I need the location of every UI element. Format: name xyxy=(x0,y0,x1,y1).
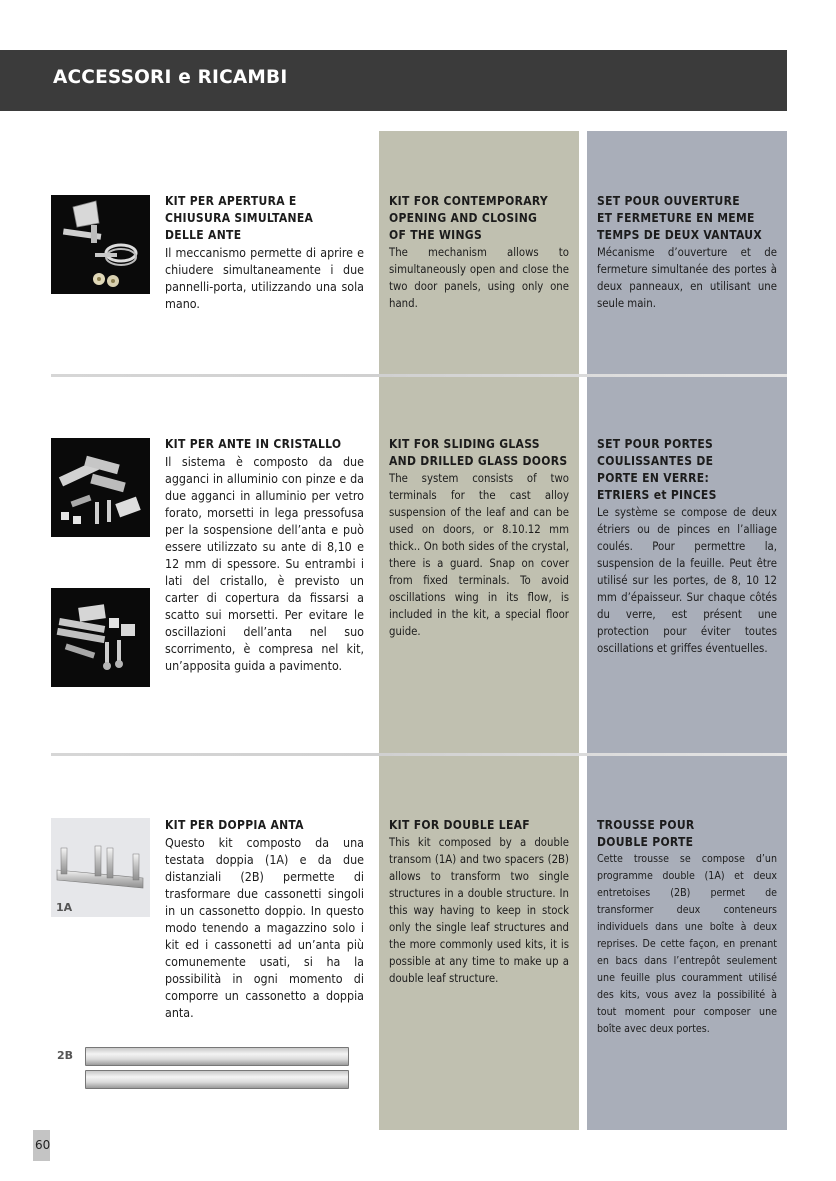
section3-italian xyxy=(165,817,364,1021)
section2-french xyxy=(597,436,777,657)
section3-italian-body: Questo kit composto da una testata doppia (1A) e da due distanziali (2B) permette di trasformare due cassonetti singoli in un cassonetto doppio. In questo modo tenendo a magazzino solo i kit ed i cassonetti ad un’anta più comunemente usati, si ha la possibilità in ogni momento di comporre un cassonetto a doppia anta. xyxy=(165,835,364,1020)
glass-door-clamps-photo xyxy=(51,438,150,537)
section3-french-title: TROUSSE POUR DOUBLE PORTE xyxy=(597,818,695,849)
transom-label: 1A xyxy=(56,901,73,914)
spacer-bar xyxy=(85,1070,349,1089)
section1-french-body: Mécanisme d’ouverture et de fermeture simultanée des portes à deux panneaux, en utilisant une seule main. xyxy=(597,246,777,310)
page-number-tab xyxy=(33,1130,50,1161)
spacer-bar xyxy=(85,1047,349,1066)
page-title: ACCESSORI e RICAMBI xyxy=(53,67,288,88)
section1-italian-body: Il meccanismo permette di aprire e chiudere simultaneamente i due pannelli-porta, utilizzando una sola mano. xyxy=(165,245,364,311)
section1-english-body: The mechanism allows to simultaneously open and close the two door panels, using only one hand. xyxy=(389,246,569,310)
section3-french xyxy=(597,817,777,1038)
section3-english xyxy=(389,817,569,987)
section2-english xyxy=(389,436,569,640)
page-header xyxy=(0,50,787,111)
section3-french-body: Cette trousse se compose d’un programme double (1A) et deux entretoises (2B) permet de transformer deux conteneurs individuels dans une boîte à deux reprises. De cette façon, en prenant en bacs dans l’entrepôt seulement une feuille plus couramment utilisé des kits, vous avez la possibilité à tout moment pour composer une boîte avec deux portes. xyxy=(597,853,777,1035)
sliding-glass-kit-photo xyxy=(51,588,150,687)
section1-english xyxy=(389,193,569,312)
section1-french xyxy=(597,193,777,312)
section1-english-title: KIT FOR CONTEMPORARY OPENING AND CLOSING OF THE WINGS xyxy=(389,194,548,242)
section-divider xyxy=(51,374,787,377)
page-number: 60 xyxy=(35,1138,51,1152)
section2-french-body: Le système se compose de deux étriers ou de pinces en l’alliage coulés. Pour permettre la, suspension de la feuille. Peut être utilisé sur les portes, de 8, 10 12 mm d’épaisseur. Sur chaque côtés du verre, est présent une protection pour éviter toutes oscillations et griffes éventuelles. xyxy=(597,506,777,655)
section-divider xyxy=(51,753,787,756)
section2-italian-body: Il sistema è composto da due agganci in alluminio con pinze e da due agganci in alluminio per vetro forato, morsetti in lega pressofusa per la sospensione dell’anta e può essere utilizzato su ante di 8,10 e 12 mm di spessore. Su entrambi i lati del cristallo, è previsto un carter di copertura da fissarsi a scatto sui morsetti. Per evitare le oscillazioni dell’anta nel suo scorrimento, è compresa nel kit, un’apposita guida a pavimento. xyxy=(165,454,364,673)
section2-french-title: SET POUR PORTES COULISSANTES DE PORTE EN VERRE: ETRIERS et PINCES xyxy=(597,437,717,502)
section2-italian xyxy=(165,436,364,674)
spacers-label: 2B xyxy=(57,1049,74,1062)
section2-english-title: KIT FOR SLIDING GLASS AND DRILLED GLASS DOORS xyxy=(389,437,568,468)
section3-english-title: KIT FOR DOUBLE LEAF xyxy=(389,818,530,832)
simultaneous-opening-kit-photo xyxy=(51,195,150,294)
section1-italian-title: KIT PER APERTURA E CHIUSURA SIMULTANEA DELLE ANTE xyxy=(165,194,314,242)
section1-italian xyxy=(165,193,364,312)
section3-italian-title: KIT PER DOPPIA ANTA xyxy=(165,818,304,832)
section3-english-body: This kit composed by a double transom (1A) and two spacers (2B) allows to transform two single structures in a double structure. In this way having to keep in stock only the single leaf structures and the more commonly used kits, it is possible at any time to make up a double leaf structure. xyxy=(389,836,569,985)
section1-french-title: SET POUR OUVERTURE ET FERMETURE EN MEME TEMPS DE DEUX VANTAUX xyxy=(597,194,762,242)
section2-english-body: The system consists of two terminals for the cast alloy suspension of the leaf and can be used on doors, or 8.10.12 mm thick.. On both sides of the crystal, there is a guard. Snap on cover from fixed terminals. To avoid oscillations wing in its flow, is included in the kit, a special floor guide. xyxy=(389,472,569,638)
section2-italian-title: KIT PER ANTE IN CRISTALLO xyxy=(165,437,342,451)
